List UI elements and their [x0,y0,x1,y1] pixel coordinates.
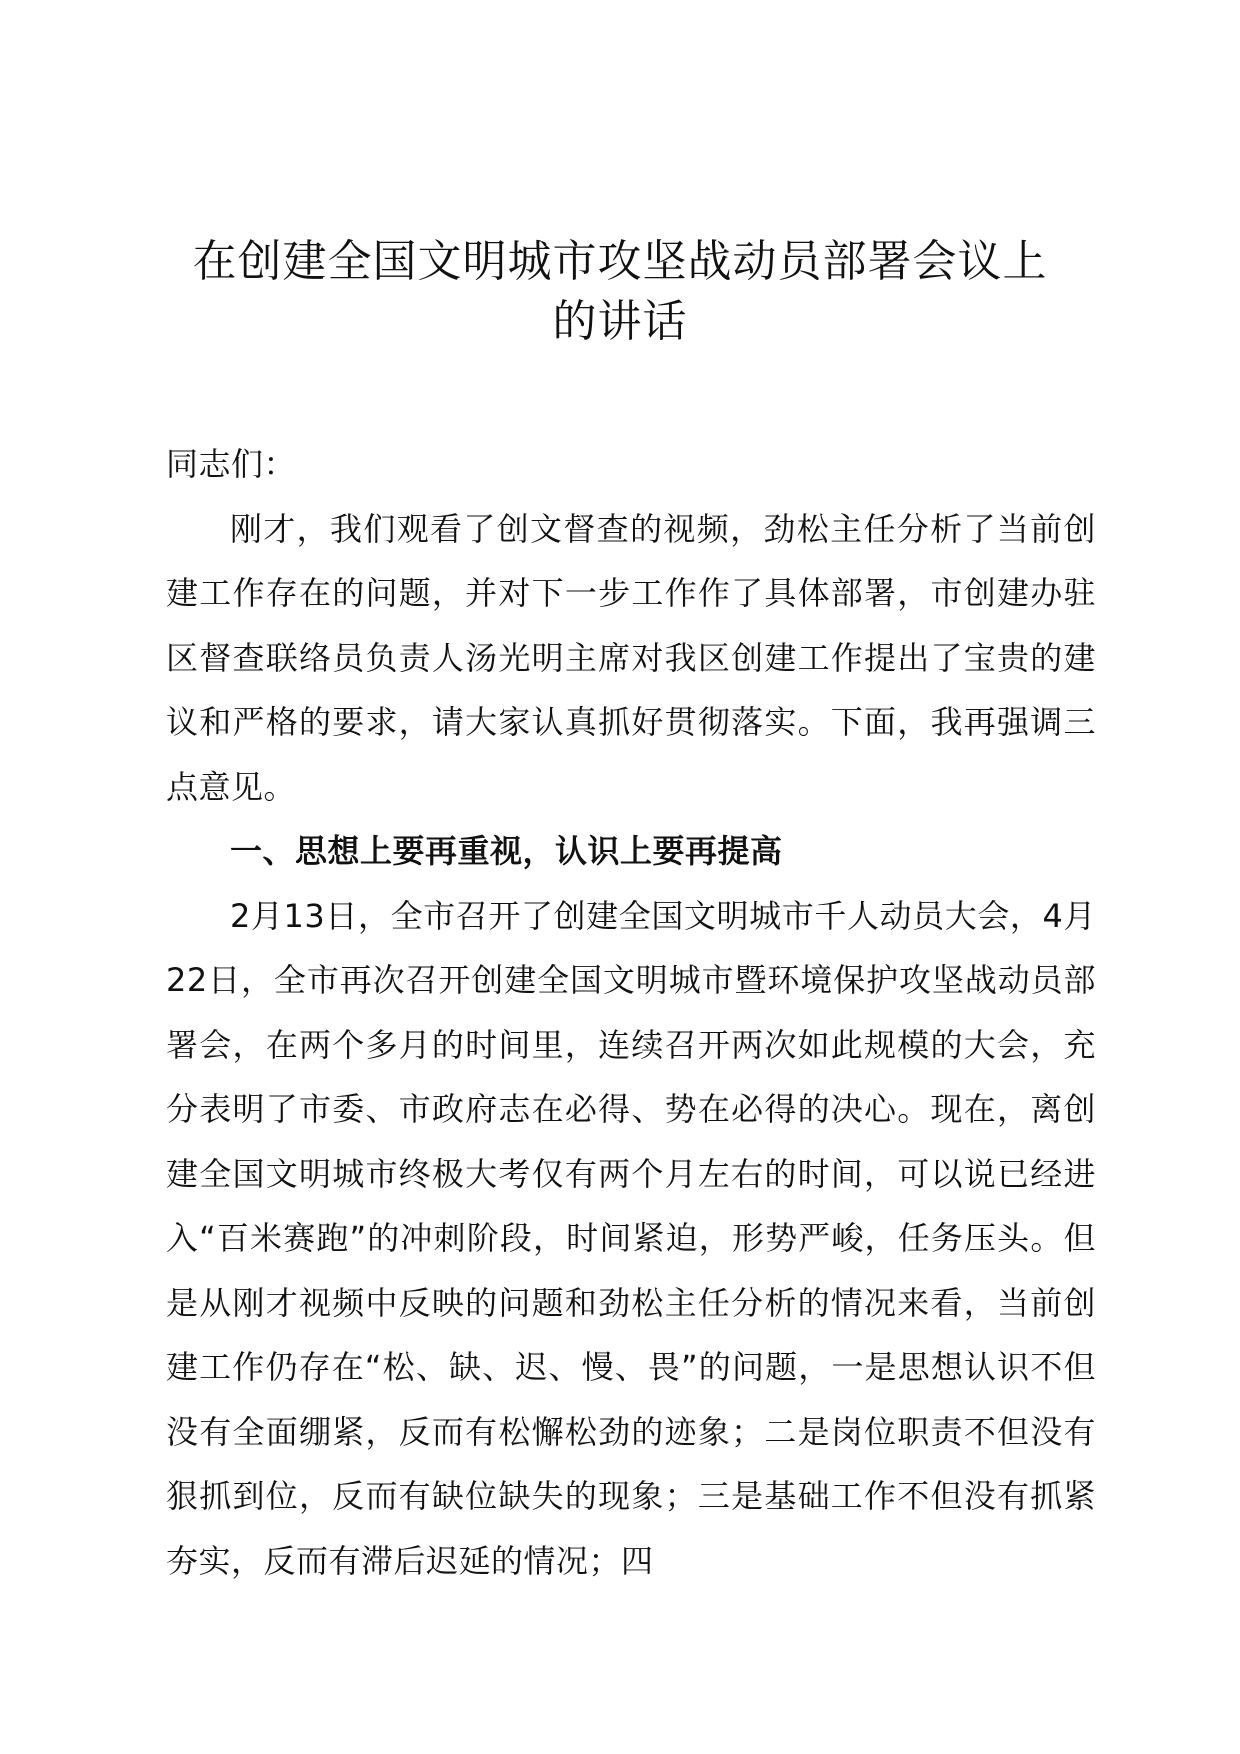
document-title [150,232,1090,352]
title-line-2: 的讲话 [552,296,688,347]
title-line-1: 在创建全国文明城市攻坚战动员部署会议上 [192,236,1048,287]
body-paragraph: 2月13日，全市召开了创建全国文明城市千人动员大会，4月22日，全市再次召开创建全国文明城市暨环境保护攻坚战动员部署会，在两个多月的时间里，连续召开两次如此规模的大会，充分表明了市委、市政府志在必得、势在必得的决心。现在，离创建全国文明城市终极大考仅有两个月左右的时间，可以说已经进入“百米赛跑”的冲刺阶段，时间紧迫，形势严峻，任务压头。但是从刚才视频中反映的问题和劲松主任分析的情况来看，当前创建工作仍存在“松、缺、迟、慢、畏”的问题，一是思想认识不但没有全面绷紧，反而有松懈松劲的迹象；二是岗位职责不但没有狠抓到位，反而有缺位缺失的现象；三是基础工作不但没有抓紧夯实，反而有滞后迟延的情况；四 [166,896,1096,1580]
document-body [166,432,1096,1593]
salutation: 同志们： [166,445,297,483]
section-heading: 一、思想上要再重视，认识上要再提高 [230,832,783,870]
intro-paragraph: 刚才，我们观看了创文督查的视频，劲松主任分析了当前创建工作存在的问题，并对下一步工作作了具体部署，市创建办驻区督查联络员负责人汤光明主席对我区创建工作提出了宝贵的建议和严格的要求，请大家认真抓好贯彻落实。下面，我再强调三点意见。 [166,509,1096,806]
